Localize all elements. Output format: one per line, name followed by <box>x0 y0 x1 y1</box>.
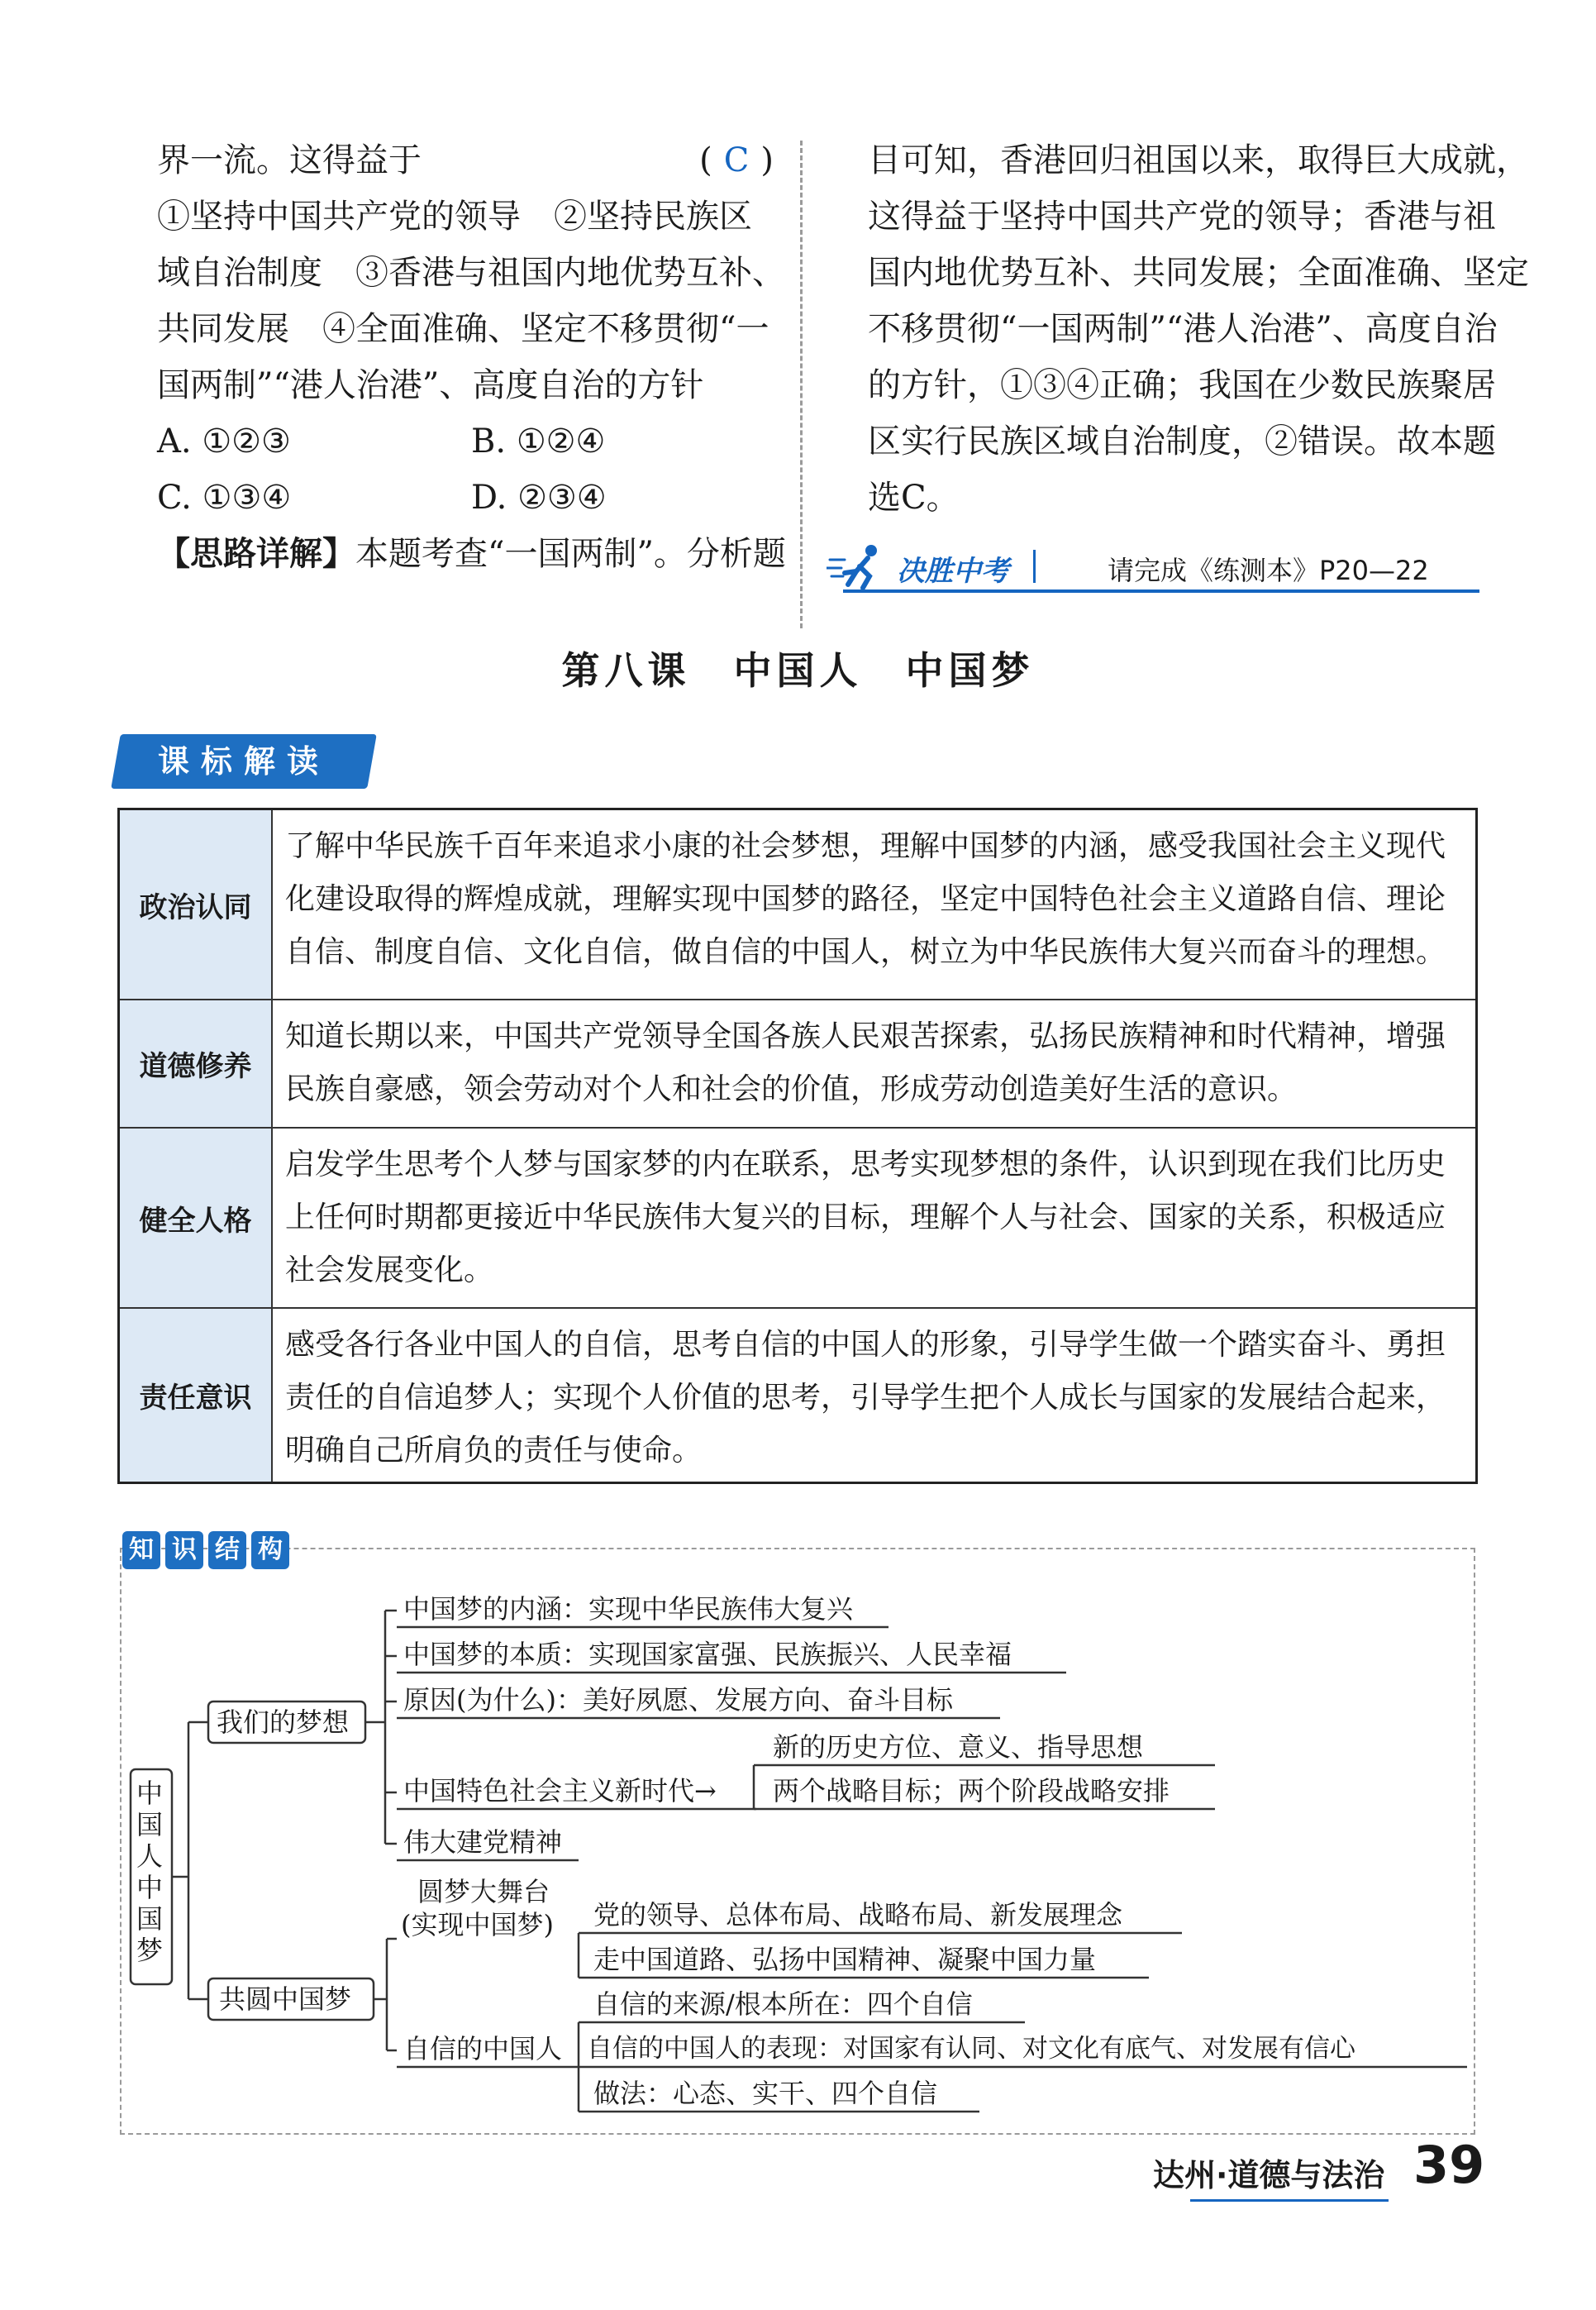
question-line-5: 国两制”“港人治港”、高度自治的方针 <box>157 366 704 404</box>
footer-underline <box>1190 2199 1389 2202</box>
analysis-line: 的方针，①③④正确；我国在少数民族聚居 <box>868 366 1496 404</box>
question-line-1: 界一流。这得益于 (C) <box>157 132 785 189</box>
analysis-line: 选C。 <box>868 479 960 517</box>
mindmap-item: 自信的中国人的表现：对国家有认同、对文化有底气、对发展有信心 <box>587 2034 1355 2064</box>
mindmap-item: 自信的来源/根本所在：四个自信 <box>593 1988 973 2020</box>
row-label: 道德修养 <box>120 1000 273 1127</box>
analysis-line: 不移贯彻“一国两制”“港人治港”、高度自治 <box>868 310 1498 348</box>
mindmap-item: 中国特色社会主义新时代→ <box>403 1775 717 1806</box>
juesheng-brand: 决胜中考 <box>897 555 1009 588</box>
answer-choice: C <box>723 141 761 179</box>
analysis-line: 区实行民族区域自治制度，②错误。故本题 <box>868 422 1496 461</box>
mindmap-item: 党的领导、总体布局、战略布局、新发展理念 <box>593 1899 1123 1931</box>
row-text: 感受各行各业中国人的自信，思考自信的中国人的形象，引导学生做一个踏实奋斗、勇担责任的自信追梦人；实现个人价值的思考，引导学生把个人成长与国家的发展结合起来，明确自己所肩负的责任与使命。 <box>285 1328 1446 1468</box>
mindmap-branch-shared-dream: 共圆中国梦 <box>219 1983 352 2015</box>
juesheng-task: 请完成《练测本》P20—22 <box>1108 555 1429 586</box>
mindmap-item: (实现中国梦) <box>401 1909 554 1940</box>
mindmap-item: 自信的中国人 <box>403 2033 563 2064</box>
section-header-standards: 课标解读 <box>111 734 377 789</box>
page-number: 39 <box>1413 2135 1485 2195</box>
option-d: D. ②③④ <box>471 479 607 517</box>
row-text: 知道长期以来，中国共产党领导全国各族人民艰苦探索，弘扬民族精神和时代精神，增强民族自豪感，领会劳动对个人和社会的价值，形成劳动创造美好生活的意识。 <box>285 1019 1446 1106</box>
mindmap-item: 中国梦的内涵：实现中华民族伟大复兴 <box>403 1593 854 1625</box>
mindmap-item: 新的历史方位、意义、指导思想 <box>773 1731 1144 1763</box>
mindmap-item: 做法：心态、实干、四个自信 <box>593 2078 938 2109</box>
mindmap-item: 两个战略目标；两个阶段战略安排 <box>773 1775 1170 1806</box>
analysis-line: 目可知，香港回归祖国以来，取得巨大成就， <box>868 141 1529 179</box>
answer-bracket: (C) <box>699 141 785 179</box>
mindmap-item: 圆梦大舞台 <box>417 1876 550 1907</box>
mindmap-item: 伟大建党精神 <box>403 1826 563 1858</box>
question-line-4: 共同发展 ④全面准确、坚定不移贯彻“一 <box>157 310 769 348</box>
row-label: 健全人格 <box>120 1129 273 1307</box>
mindmap-item: 中国梦的本质：实现国家富强、民族振兴、人民幸福 <box>403 1639 1012 1670</box>
question-line-2: ①坚持中国共产党的领导 ②坚持民族区 <box>157 198 752 236</box>
mindmap-item: 走中国道路、弘扬中国精神、凝聚中国力量 <box>593 1944 1097 1975</box>
lesson-title: 第八课 中国人 中国梦 <box>561 648 1035 693</box>
option-a: A. ①②③ <box>157 422 291 461</box>
option-c: C. ①③④ <box>157 479 292 517</box>
row-text: 了解中华民族千百年来追求小康的社会梦想，理解中国梦的内涵，感受我国社会主义现代化建设取得的辉煌成就，理解实现中国梦的路径，坚定中国特色社会主义道路自信、理论自信、制度自信、文化自信，做自信的中国人，树立为中华民族伟大复兴而奋斗的理想。 <box>285 829 1446 969</box>
analysis-first-line: 【思路详解】本题考查“一国两制”。分析题 <box>157 535 786 573</box>
analysis-line: 国内地优势互补、共同发展；全面准确、坚定 <box>868 254 1529 292</box>
option-b: B. ①②④ <box>471 422 606 461</box>
row-label: 责任意识 <box>120 1309 273 1482</box>
question-line-3: 域自治制度 ③香港与祖国内地优势互补、 <box>157 254 785 292</box>
mindmap-item: 原因(为什么)：美好夙愿、发展方向、奋斗目标 <box>403 1684 953 1716</box>
section-header-structure: 知 识 结 构 <box>122 1531 289 1571</box>
analysis-label: 【思路详解】 <box>157 535 355 573</box>
row-text: 启发学生思考个人梦与国家梦的内在联系，思考实现梦想的条件，认识到现在我们比历史上任何时期都更接近中华民族伟大复兴的目标，理解个人与社会、国家的关系，积极适应社会发展变化。 <box>285 1148 1446 1287</box>
mindmap-branch-dream: 我们的梦想 <box>217 1706 350 1738</box>
footer-label: 达州·道德与法治 <box>1153 2157 1385 2193</box>
mindmap-root: 中国人 中国梦 <box>136 1778 190 1966</box>
row-label: 政治认同 <box>120 810 273 999</box>
analysis-line: 这得益于坚持中国共产党的领导；香港与祖 <box>868 198 1496 236</box>
